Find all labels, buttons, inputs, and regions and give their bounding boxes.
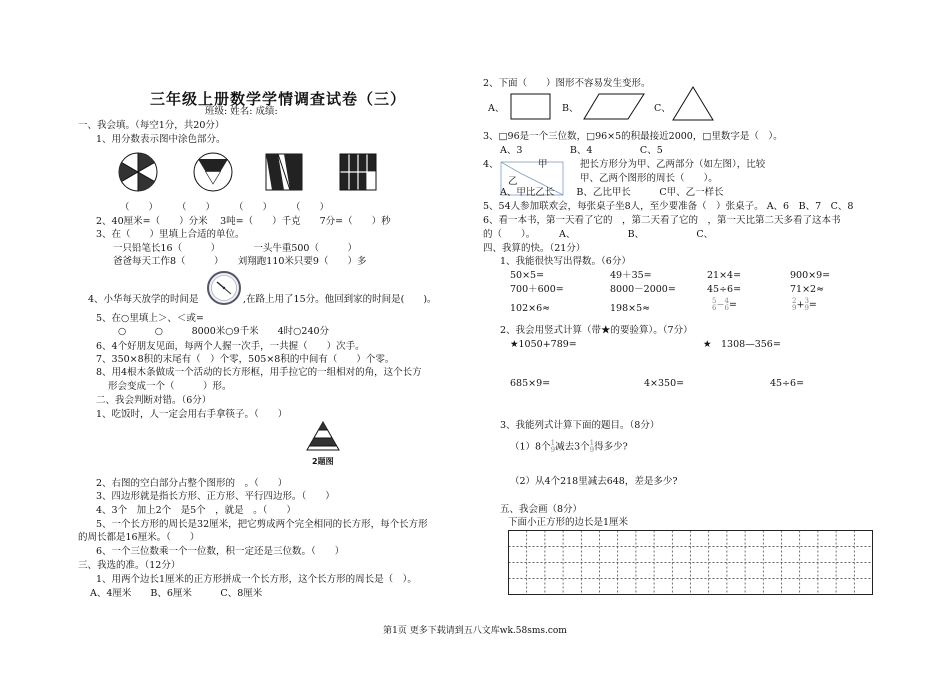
word-problem-title: 3、我能列式计算下面的题目。（8分） [500,420,660,431]
header-fields: 班级: 姓名: 成绩: [205,106,278,117]
choice-5: 5、54人参加联欢会，每张桌子坐8人，至少要准备（ ）张桌子。 A、6 B、7 C、8 [483,201,854,212]
oral-2-4: 71×2≈ [790,284,825,295]
oral-1-2: 49＋35= [610,270,652,281]
choice-3: 3、□96是一个三位数，□96×5的积最接近2000，□里数字是（ ）。 [483,131,783,142]
region-label-jia: 甲 [538,159,548,170]
choice-4-options: A、甲比乙长 B、乙比甲长 C甲、乙一样长 [500,187,724,198]
fraction: 4 6 [724,297,729,312]
judge-1: 1、吃饭时，人一定会用右手拿筷子。（ ） [96,409,288,420]
oral-1-1: 50×5= [510,270,545,281]
section5-title: 五、我会画（8分） [500,504,583,515]
judge-6: 6、一个三位数乘一个一位数，积一定还是三位数。（ ） [96,546,345,557]
fraction: 1 9 [550,439,556,454]
fraction-figures [118,151,378,193]
fraction: 2 9 [792,297,797,312]
choice-1-options: A、4厘米 B、6厘米 C、8厘米 [90,588,263,599]
question-1-2: 2、40厘米=（ ）分米 3吨=（ ）千克 7分=（ ）秒 [96,216,391,227]
oral-1-3: 21×4= [707,270,742,281]
oral-2-1: 700＋600= [510,284,564,295]
question-1-7: 7、350×8积的末尾有（ ）个零，505×8积的中间有（ ）个零。 [96,354,395,365]
section4-title: 四、我算的快。（21分） [483,243,586,254]
question-1-3b: 爸爸每天工作8（ ） 刘翔跑110米只要9（ ）多 [113,256,367,267]
layered-triangle-figure [305,420,341,456]
oral-3-2: 198×5≈ [610,303,651,314]
oral-2-3: 45÷6= [707,284,742,295]
judge-4: 4、3个 加上2个 是5个 ，就是 。（ ） [96,505,296,516]
word-problem-2: （2）从4个218里减去648，差是多少? [510,476,678,487]
choice-2: 2、下面（ ）图形不容易发生变形。 [483,78,651,89]
vertical-4: 4×350= [644,378,685,389]
rectangle-diagonal-figure [266,154,302,190]
q1-answer-blanks: （ ） （ ） （ ） （ ） [120,202,330,213]
judge-3: 3、四边形就是指长方形、正方形、平行四边形。（ ） [96,491,335,502]
vertical-2: ★ 1308—356= [703,339,781,350]
section5-subtitle: 下面小正方形的边长是1厘米 [508,517,629,528]
clock-icon [206,270,242,306]
question-1-8a: 8、用4根木条做成一个活动的长方形框，用手拉它的一组相对的角，这个长方 [96,367,422,378]
vertical-1: ★1050+789= [510,339,577,350]
question-1-5: 5、在○里填上＞、＜或= [96,313,204,324]
rectangle-shape [510,93,552,121]
vertical-5: 45÷6= [770,378,805,389]
fraction: 5 6 [712,297,717,312]
oral-3-4: 2 9 + 3 9 = [792,297,817,312]
judge-5b: 的周长都是16厘米。（ ） [78,532,200,543]
judge-5a: 5、一个长方形的周长是32厘米，把它剪成两个完全相同的长方形，每个长方形 [96,519,428,530]
choice-3-options: A、3 B、4 C、5 [500,145,663,156]
choice-2-option-c: C、 [654,103,671,114]
figure-label: 2题图 [312,457,334,466]
fraction: 3 9 [804,297,809,312]
drawing-grid[interactable] [508,530,874,596]
circle-figure [119,153,157,191]
region-label-yi: 乙 [508,176,518,187]
page-footer: 第1页 更多下载请到五八文库wk.58sms.com [383,626,567,636]
question-1-1: 1、用分数表示图中涂色部分。 [96,134,226,145]
section3-title: 三、我选的准。（12分） [78,560,181,571]
choice-6b: 的（ ）。 A、 B、 C、 [483,229,714,240]
question-1-5b: ○ ○ 8000米○9千米 4时○240分 [118,326,330,337]
triangle-circle-figure [194,153,232,191]
question-1-8b: 形会变成一个（ ）形。 [108,381,232,392]
choice-4c: 甲、乙两个图形的周长（ ）。 [580,173,718,184]
grid-square-figure [340,154,376,190]
question-1-3a: 一只铅笔长16（ ） 一头牛重500（ ） [113,243,357,254]
choice-4b: 把长方形分为甲、乙两部分（如左图），比较 [580,159,766,170]
question-1-4a: 4、小华每天放学的时间是 [88,294,199,305]
oral-3-3: 5 6 － 4 6 = [712,297,737,312]
fraction: 1 9 [589,439,595,454]
judge-2: 2、右图的空白部分占整个图形的 。（ ） [96,478,288,489]
choice-4a: 4、 [483,159,499,170]
choice-2-option-b: B、 [562,103,579,114]
section1-title: 一、我会填。（每空1分，共20分） [78,120,225,131]
vertical-calc-title: 2、我会用竖式计算（带★的要验算）。（7分） [500,325,693,336]
page-title: 三年级上册数学学情调查试卷（三） [150,90,407,108]
word-problem-1: （1）8个 1 9 减去3个 1 9 得多少? [510,439,628,454]
choice-1: 1、用两个边长1厘米的正方形拼成一个长方形，这个长方形的周长是（ ）。 [96,574,417,585]
parallelogram-shape [583,93,645,121]
question-1-3: 3、在（ ）里填上合适的单位。 [96,229,245,240]
choice-6a: 6、看一本书，第一天看了它的 ，第二天看了它的 ，第一天比第二天多看了这本书 [483,215,841,226]
oral-1-4: 900×9= [790,270,831,281]
oral-2-2: 8000－2000= [610,284,676,295]
oral-calc-title: 1、我能很快写出得数。（6分） [500,256,631,267]
section2-title: 二、我会判断对错。（6分） [96,395,212,406]
oral-3-1: 102×6≈ [510,303,551,314]
choice-2-option-a: A、 [488,103,505,114]
triangle-shape [672,86,714,122]
question-1-6: 6、4个好朋友见面，每两个人握一次手，一共握（ ）次手。 [96,341,365,352]
vertical-3: 685×9= [510,378,551,389]
question-1-4b: ,在路上用了15分。他回到家的时间是( )。 [243,294,437,305]
